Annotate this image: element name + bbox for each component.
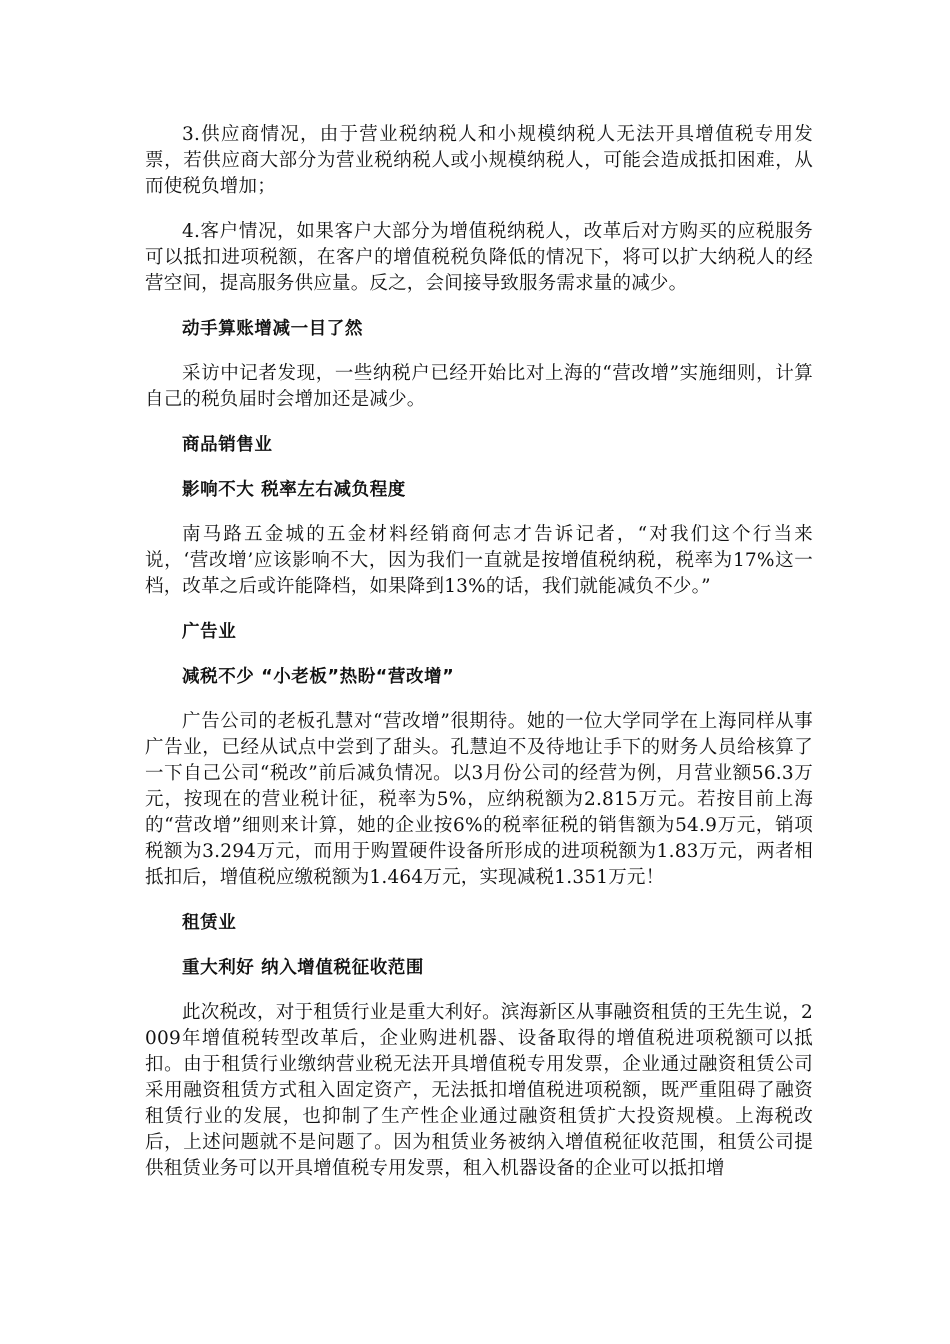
paragraph-leasing-industry: 此次税改，对于租赁行业是重大利好。滨海新区从事融资租赁的王先生说，2009年增值税转型改革后，企业购进机器、设备取得的增值税进项税额可以抵扣。由于租赁行业缴纳营业税无法开具增值税专用发票，企业通过融资租赁公司采用融资租赁方式租入固定资产，无法抵扣增值税进项税额，既严重阻碍了融资租赁行业的发展，也抑制了生产性企业通过融资租赁扩大投资规模。上海税改后，上述问题就不是问题了。因为租赁业务被纳入增值税征收范围，租赁公司提供租赁业务可以开具增值税专用发票，租入机器设备的企业可以抵扣增 [145, 1002, 813, 1179]
paragraph-advertising-company: 广告公司的老板孔慧对“营改增”很期待。她的一位大学同学在上海同样从事广告业，已经从试点中尝到了甜头。孔慧迫不及待地让手下的财务人员给核算了一下自己公司“税改”前后减负情况。以3月份公司的经营为例，月营业额56.3万元，按现在的营业税计征，税率为5%，应纳税额为2.815万元。若按目前上海的“营改增”细则来计算，她的企业按6%的税率征税的销售额为54.9万元，销项税额为3.294万元，而用于购置硬件设备所形成的进项税额为1.83万元，两者相抵扣后，增值税应缴税额为1.464万元，实现减税1.351万元！ [145, 711, 813, 888]
section-heading-calculation: 动手算账增减一目了然 [182, 319, 363, 339]
paragraph-hardware-dealer: 南马路五金城的五金材料经销商何志才告诉记者，“对我们这个行当来说，‘营改增’应该影响不大，因为我们一直就是按增值税纳税，税率为17%这一档，改革之后或许能降档，如果降到13%的话，我们就能减负不少。” [145, 524, 813, 597]
subheading-retail-impact: 影响不大 税率左右减负程度 [182, 480, 406, 500]
document-page [145, 122, 813, 1182]
subheading-leasing-impact: 重大利好 纳入增值税征收范围 [182, 958, 424, 978]
section-heading-leasing: 租赁业 [182, 913, 237, 933]
section-heading-retail: 商品销售业 [182, 435, 273, 455]
section-heading-advertising: 广告业 [182, 622, 237, 642]
paragraph-reporter-findings: 采访中记者发现，一些纳税户已经开始比对上海的“营改增”实施细则，计算自己的税负届时会增加还是减少。 [145, 363, 813, 410]
paragraph-customer: 4.客户情况，如果客户大部分为增值税纳税人，改革后对方购买的应税服务可以抵扣进项税额，在客户的增值税税负降低的情况下，将可以扩大纳税人的经营空间，提高服务供应量。反之，会间接导致服务需求量的减少。 [145, 221, 813, 294]
paragraph-supplier: 3.供应商情况，由于营业税纳税人和小规模纳税人无法开具增值税专用发票，若供应商大部分为营业税纳税人或小规模纳税人，可能会造成抵扣困难，从而使税负增加； [145, 124, 813, 197]
subheading-advertising-impact: 减税不少 “小老板”热盼“营改增” [182, 667, 455, 687]
